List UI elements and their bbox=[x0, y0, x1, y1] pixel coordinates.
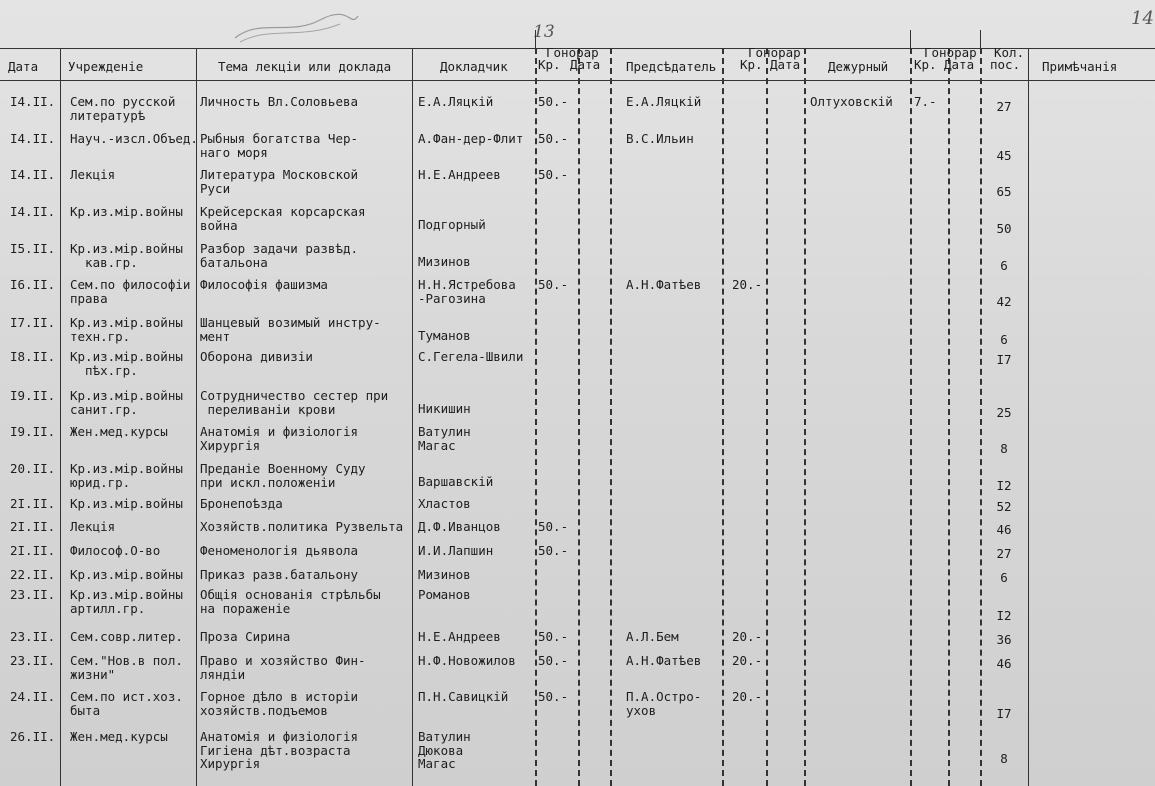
cell-fee1: 50.- bbox=[538, 519, 569, 534]
header-institution: Учрежденiе bbox=[68, 59, 144, 74]
cell-inst: Кр.из.мiр.войны юрид.гр. bbox=[70, 461, 183, 490]
cell-chair: А.Л.Бем bbox=[626, 629, 679, 644]
cell-topic: Рыбныя богатства Чер- наго моря bbox=[200, 131, 359, 160]
cell-speaker: Варшавскiй bbox=[418, 474, 494, 489]
cell-count: 46 bbox=[996, 522, 1012, 537]
cell-topic: Разбор задачи развѣд. батальона bbox=[200, 241, 359, 270]
cell-fee2: 20.- bbox=[732, 629, 763, 644]
cell-inst: Сем.по русской литературѣ bbox=[70, 94, 176, 123]
cell-topic: Анатомiя и физiологiя Гигiена дѣт.возраста Хирургiя bbox=[200, 729, 359, 771]
cell-topic: Сотрудничество сестер при переливанiи крови bbox=[200, 388, 389, 417]
cell-chair: Е.А.Ляцкiй bbox=[626, 94, 702, 109]
cell-duty: Олтуховскiй bbox=[810, 94, 893, 109]
cell-speaker: Хластов bbox=[418, 496, 471, 511]
cell-count: 6 bbox=[1000, 332, 1008, 347]
cell-speaker: Мизинов bbox=[418, 567, 471, 582]
cell-topic: Оборона дивизiи bbox=[200, 349, 313, 364]
header-fee1-amount: Кр. bbox=[538, 57, 561, 72]
header-speaker: Докладчик bbox=[440, 59, 508, 74]
cell-speaker: П.Н.Савицкiй bbox=[418, 689, 509, 704]
cell-inst: Лекцiя bbox=[70, 167, 116, 182]
col-divider-fee3-date bbox=[980, 48, 982, 786]
cell-inst: Кр.из.мiр.войны техн.гр. bbox=[70, 315, 183, 344]
cell-inst: Кр.из.мiр.войны bbox=[70, 204, 183, 219]
cell-topic: Литература Московской Руси bbox=[200, 167, 359, 196]
cell-count: 6 bbox=[1000, 258, 1008, 273]
col-divider-duty bbox=[910, 48, 912, 786]
cell-speaker: Туманов bbox=[418, 328, 471, 343]
col-divider-fee2-date bbox=[804, 48, 806, 786]
col-divider-institution bbox=[196, 48, 197, 786]
header-topic: Тема лекцiи или доклада bbox=[218, 59, 392, 74]
cell-speaker: Д.Ф.Иванцов bbox=[418, 519, 501, 534]
cell-inst: Жен.мед.курсы bbox=[70, 729, 168, 744]
cell-inst: Кр.из.мiр.войны bbox=[70, 496, 183, 511]
cell-date: I4.II. bbox=[10, 94, 56, 109]
cell-date: I8.II. bbox=[10, 349, 56, 364]
cell-fee1: 50.- bbox=[538, 167, 569, 182]
cell-inst: Философ.О-во bbox=[70, 543, 161, 558]
pencil-scribble-mark bbox=[230, 8, 360, 44]
header-chairman: Предсѣдатель bbox=[626, 59, 717, 74]
cell-speaker: Н.Е.Андреев bbox=[418, 629, 501, 644]
cell-count: 42 bbox=[996, 294, 1012, 309]
header-duty: Дежурный bbox=[828, 59, 889, 74]
cell-inst: Кр.из.мiр.войны кав.гр. bbox=[70, 241, 183, 270]
cell-date: 2I.II. bbox=[10, 543, 56, 558]
cell-date: I6.II. bbox=[10, 277, 56, 292]
cell-speaker: И.И.Лапшин bbox=[418, 543, 494, 558]
cell-fee1: 50.- bbox=[538, 653, 569, 668]
header-notes: Примѣчанiя bbox=[1042, 59, 1118, 74]
cell-speaker: Никишин bbox=[418, 401, 471, 416]
cell-chair: А.Н.Фатѣев bbox=[626, 277, 702, 292]
cell-date: 2I.II. bbox=[10, 496, 56, 511]
header-fee3-date: Дата bbox=[944, 57, 975, 72]
cell-inst: Сем.по ист.хоз. быта bbox=[70, 689, 183, 718]
col-divider-fee3 bbox=[948, 48, 950, 786]
cell-fee2: 20.- bbox=[732, 277, 763, 292]
cell-fee3: 7.- bbox=[914, 94, 937, 109]
cell-speaker: Е.А.Ляцкiй bbox=[418, 94, 494, 109]
cell-chair: В.С.Ильин bbox=[626, 131, 694, 146]
cell-date: I4.II. bbox=[10, 204, 56, 219]
cell-inst: Сем.совр.литер. bbox=[70, 629, 183, 644]
cell-speaker: Ватулин Магас bbox=[418, 424, 471, 453]
header-date: Дата bbox=[8, 59, 39, 74]
cell-inst: Жен.мед.курсы bbox=[70, 424, 168, 439]
cell-topic: Право и хозяйство Фин- ляндiи bbox=[200, 653, 366, 682]
cell-topic: Проза Сирина bbox=[200, 629, 291, 644]
cell-count: 6 bbox=[1000, 570, 1008, 585]
col-divider-date bbox=[60, 48, 61, 786]
cell-date: I7.II. bbox=[10, 315, 56, 330]
header-fee2-title: Гонорар bbox=[748, 45, 801, 60]
cell-count: I2 bbox=[996, 478, 1012, 493]
cell-date: I4.II. bbox=[10, 167, 56, 182]
cell-fee1: 50.- bbox=[538, 629, 569, 644]
cell-topic: Крейсерская корсарская война bbox=[200, 204, 366, 233]
header-fee3-amount: Кр. bbox=[914, 57, 937, 72]
cell-speaker: Н.Н.Ястребова -Рагозина bbox=[418, 277, 516, 306]
cell-fee1: 50.- bbox=[538, 689, 569, 704]
cell-count: 46 bbox=[996, 656, 1012, 671]
cell-count: 8 bbox=[1000, 441, 1008, 456]
cell-fee2: 20.- bbox=[732, 653, 763, 668]
cell-count: I7 bbox=[996, 706, 1012, 721]
cell-fee1: 50.- bbox=[538, 277, 569, 292]
cell-count: 50 bbox=[996, 221, 1012, 236]
cell-fee1: 50.- bbox=[538, 543, 569, 558]
header-fee2-amount: Кр. bbox=[740, 57, 763, 72]
cell-date: I4.II. bbox=[10, 131, 56, 146]
cell-topic: Общiя основанiя стрѣльбы на пораженiе bbox=[200, 587, 381, 616]
col-divider-fee1 bbox=[578, 48, 580, 786]
cell-count: 36 bbox=[996, 632, 1012, 647]
cell-date: 23.II. bbox=[10, 653, 56, 668]
cell-topic: Шанцевый возимый инстру- мент bbox=[200, 315, 381, 344]
cell-topic: Хозяйств.политика Рузвельта bbox=[200, 519, 404, 534]
cell-fee2: 20.- bbox=[732, 689, 763, 704]
cell-count: 52 bbox=[996, 499, 1012, 514]
tick bbox=[910, 30, 911, 50]
cell-count: 27 bbox=[996, 546, 1012, 561]
cell-date: I5.II. bbox=[10, 241, 56, 256]
cell-inst: Лекцiя bbox=[70, 519, 116, 534]
cell-topic: Личность Вл.Соловьева bbox=[200, 94, 359, 109]
cell-date: I9.II. bbox=[10, 424, 56, 439]
cell-inst: Кр.из.мiр.войны артилл.гр. bbox=[70, 587, 183, 616]
cell-date: 26.II. bbox=[10, 729, 56, 744]
cell-inst: Науч.-изсл.Объед. bbox=[70, 131, 198, 146]
cell-count: 8 bbox=[1000, 751, 1008, 766]
header-count-line2: пос. bbox=[990, 57, 1021, 72]
cell-topic: Анатомiя и физiологiя Хирургiя bbox=[200, 424, 359, 453]
col-divider-chairman bbox=[722, 48, 724, 786]
cell-speaker: Романов bbox=[418, 587, 471, 602]
cell-inst: Сем."Нов.в пол. жизни" bbox=[70, 653, 183, 682]
cell-date: 23.II. bbox=[10, 587, 56, 602]
cell-count: 27 bbox=[996, 99, 1012, 114]
cell-speaker: Мизинов bbox=[418, 254, 471, 269]
cell-speaker: А.Фан-дер-Флит bbox=[418, 131, 524, 146]
cell-count: I7 bbox=[996, 352, 1012, 367]
header-fee3-title: Гонорар bbox=[924, 45, 977, 60]
page-number: 14 bbox=[1131, 8, 1154, 29]
col-divider-topic bbox=[412, 48, 413, 786]
cell-count: 25 bbox=[996, 405, 1012, 420]
col-divider-count bbox=[1028, 48, 1029, 786]
col-divider-fee2 bbox=[766, 48, 768, 786]
cell-topic: Феноменологiя дьявола bbox=[200, 543, 359, 558]
cell-date: 23.II. bbox=[10, 629, 56, 644]
cell-date: I9.II. bbox=[10, 388, 56, 403]
cell-speaker: Подгорный bbox=[418, 217, 486, 232]
cell-speaker: С.Гегела-Швили bbox=[418, 349, 524, 364]
header-fee1-title: Гонорар bbox=[546, 45, 599, 60]
cell-fee1: 50.- bbox=[538, 131, 569, 146]
cell-inst: Кр.из.мiр.войны санит.гр. bbox=[70, 388, 183, 417]
cell-inst: Сем.по философiи права bbox=[70, 277, 191, 306]
cell-topic: Приказ разв.батальону bbox=[200, 567, 359, 582]
handwritten-number: 13 bbox=[533, 22, 555, 42]
cell-speaker: Н.Е.Андреев bbox=[418, 167, 501, 182]
tick bbox=[980, 30, 981, 50]
col-divider-fee1-date bbox=[610, 48, 612, 786]
cell-inst: Кр.из.мiр.войны bbox=[70, 567, 183, 582]
header-fee1-date: Дата bbox=[570, 57, 601, 72]
cell-topic: Горное дѣло в исторiи хозяйств.подъемов bbox=[200, 689, 359, 718]
cell-date: 24.II. bbox=[10, 689, 56, 704]
cell-date: 2I.II. bbox=[10, 519, 56, 534]
cell-count: I2 bbox=[996, 608, 1012, 623]
cell-chair: П.А.Остро- ухов bbox=[626, 689, 702, 718]
cell-date: 22.II. bbox=[10, 567, 56, 582]
cell-topic: Преданiе Военному Суду при искл.положенiи bbox=[200, 461, 366, 490]
header-count-line1: Кол. bbox=[994, 45, 1025, 60]
cell-speaker: Н.Ф.Новожилов bbox=[418, 653, 516, 668]
cell-chair: А.Н.Фатѣев bbox=[626, 653, 702, 668]
col-divider-speaker bbox=[535, 48, 537, 786]
cell-inst: Кр.из.мiр.войны пѣх.гр. bbox=[70, 349, 183, 378]
cell-speaker: Ватулин Дюкова Магас bbox=[418, 729, 471, 771]
cell-fee1: 50.- bbox=[538, 94, 569, 109]
cell-topic: Бронепоѣзда bbox=[200, 496, 283, 511]
cell-count: 45 bbox=[996, 148, 1012, 163]
cell-topic: Философiя фашизма bbox=[200, 277, 328, 292]
cell-count: 65 bbox=[996, 184, 1012, 199]
cell-date: 20.II. bbox=[10, 461, 56, 476]
header-fee2-date: Дата bbox=[770, 57, 801, 72]
tick bbox=[535, 30, 536, 50]
